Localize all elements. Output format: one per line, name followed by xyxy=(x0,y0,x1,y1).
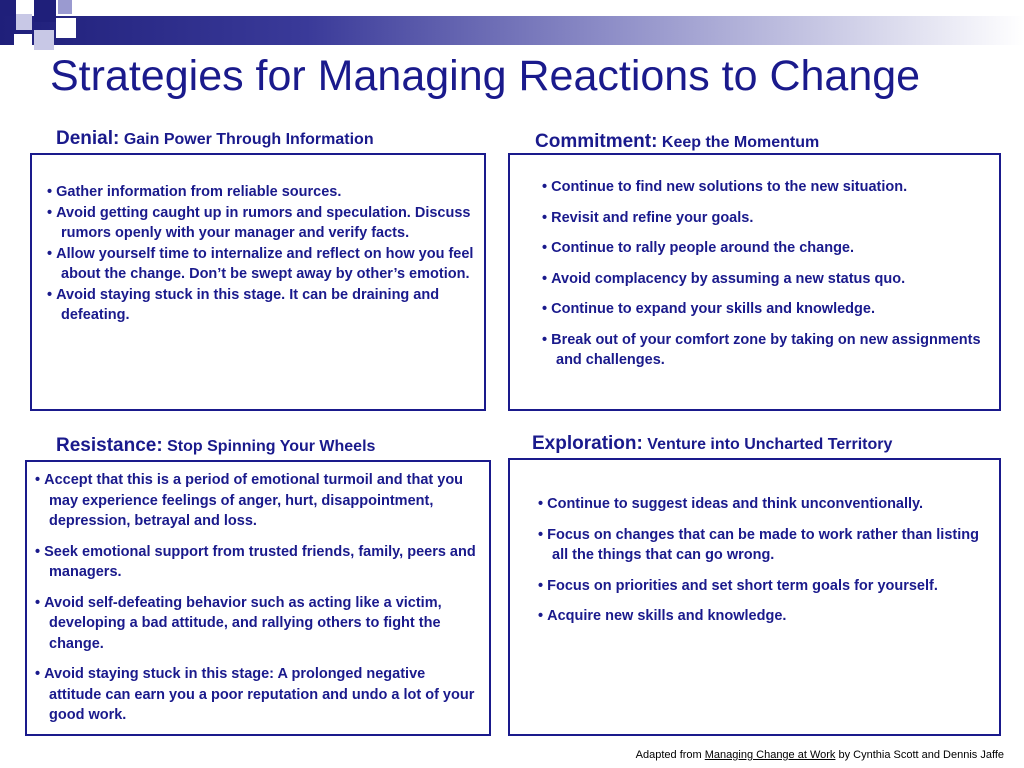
resistance-list xyxy=(35,470,479,726)
citation-book-title: Managing Change at Work xyxy=(704,749,836,761)
list-item: • Focus on priorities and set short term goals for yourself. xyxy=(538,576,979,597)
commitment-list xyxy=(542,177,989,371)
list-item: • Continue to expand your skills and knowledge. xyxy=(542,299,989,320)
exploration-subheading: Venture into Uncharted Territory xyxy=(647,436,893,453)
exploration-box xyxy=(508,458,1001,736)
resistance-heading-label: Resistance: xyxy=(56,435,163,456)
denial-box xyxy=(30,153,486,411)
list-item: • Continue to rally people around the change. xyxy=(542,238,989,259)
list-item: • Break out of your comfort zone by taking on new assignments and challenges. xyxy=(542,330,989,371)
header-gradient-bar xyxy=(0,16,1024,45)
exploration-heading-label: Exploration: xyxy=(532,433,643,454)
exploration-heading xyxy=(532,433,892,455)
exploration-list xyxy=(538,494,979,627)
commitment-heading-label: Commitment: xyxy=(535,131,658,152)
source-citation xyxy=(636,749,1004,761)
citation-suffix: by Cynthia Scott and Dennis Jaffe xyxy=(838,749,1004,761)
list-item: • Avoid staying stuck in this stage. It can be draining and defeating. xyxy=(47,285,474,326)
resistance-subheading: Stop Spinning Your Wheels xyxy=(167,438,376,455)
list-item: • Continue to find new solutions to the new situation. xyxy=(542,177,989,198)
list-item: • Gather information from reliable sources. xyxy=(47,182,474,203)
page-title: Strategies for Managing Reactions to Change xyxy=(50,52,921,100)
list-item: • Accept that this is a period of emotional turmoil and that you may experience feelings of anger, hurt, disappointment, depression, betrayal and loss. xyxy=(35,470,479,532)
list-item: • Avoid getting caught up in rumors and speculation. Discuss rumors openly with your manager and verify facts. xyxy=(47,203,474,244)
list-item: • Avoid staying stuck in this stage: A prolonged negative attitude can earn you a poor reputation and undo a lot of your good work. xyxy=(35,664,479,726)
list-item: • Avoid complacency by assuming a new status quo. xyxy=(542,269,989,290)
citation-prefix: Adapted from xyxy=(635,749,702,761)
commitment-heading xyxy=(535,131,819,153)
denial-heading-label: Denial: xyxy=(56,128,120,149)
denial-heading xyxy=(56,128,374,150)
denial-subheading: Gain Power Through Information xyxy=(123,131,374,148)
list-item: • Acquire new skills and knowledge. xyxy=(538,606,979,627)
list-item: • Continue to suggest ideas and think unconventionally. xyxy=(538,494,979,515)
commitment-subheading: Keep the Momentum xyxy=(661,134,820,151)
resistance-box xyxy=(25,460,491,736)
commitment-box xyxy=(508,153,1001,411)
list-item: • Avoid self-defeating behavior such as acting like a victim, developing a bad attitude, and rallying others to fight the change. xyxy=(35,593,479,655)
list-item: • Seek emotional support from trusted friends, family, peers and managers. xyxy=(35,542,479,583)
list-item: • Focus on changes that can be made to work rather than listing all the things that can go wrong. xyxy=(538,525,979,566)
list-item: • Revisit and refine your goals. xyxy=(542,208,989,229)
resistance-heading xyxy=(56,435,375,457)
denial-list xyxy=(47,182,474,326)
list-item: • Allow yourself time to internalize and reflect on how you feel about the change. Don’t be swept away by other’s emotion. xyxy=(47,244,474,285)
